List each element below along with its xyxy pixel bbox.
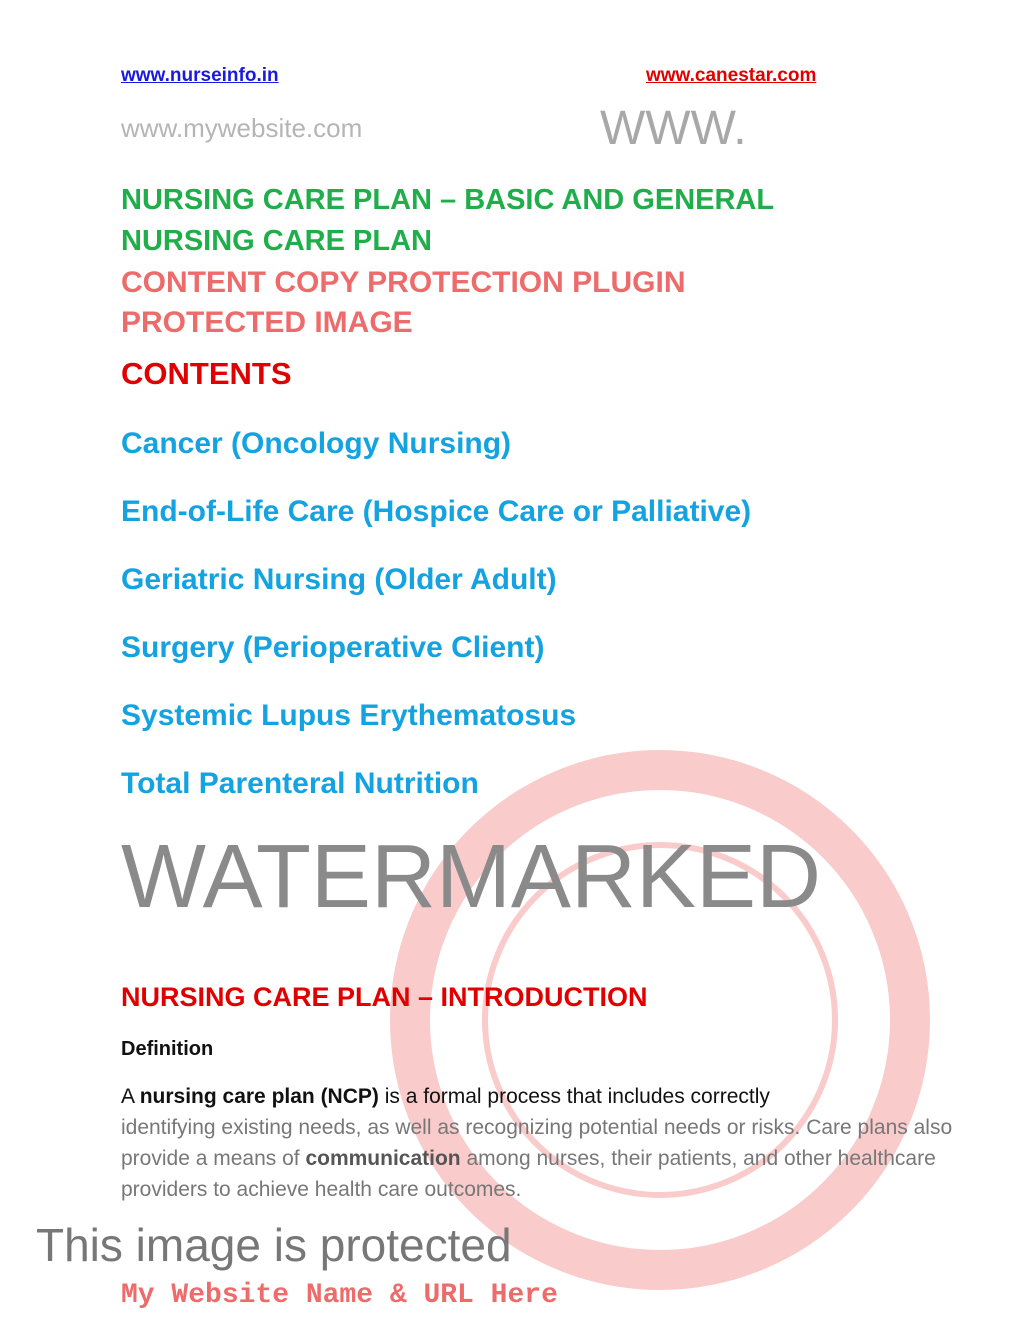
protected-watermark: This image is protected: [36, 1219, 512, 1271]
bold-term: nursing care plan (NCP): [139, 1085, 379, 1108]
text: is a formal process that includes correctly: [378, 1085, 770, 1108]
contents-heading: CONTENTS: [121, 356, 292, 391]
toc-item[interactable]: Cancer (Oncology Nursing): [121, 427, 512, 460]
text: identifying existing needs, as well as recognizing potential needs or risks. Care plans also provide a means of: [121, 1116, 953, 1170]
text: A: [121, 1085, 140, 1108]
definition-paragraph: [121, 1081, 1001, 1205]
canestar-link[interactable]: www.canestar.com: [646, 65, 817, 86]
watermarked-watermark: WATERMARKED: [121, 827, 822, 927]
bold-term: communication: [305, 1147, 461, 1170]
table-of-contents: [121, 424, 751, 832]
toc-item[interactable]: Total Parenteral Nutrition: [121, 767, 479, 800]
toc-item[interactable]: End-of-Life Care (Hospice Care or Palliative): [121, 495, 752, 528]
stamp-ring-text: CONTENT COPY PROTECTION PLUGIN: [121, 266, 686, 299]
stamp-bottom-text: My Website Name & URL Here: [121, 1280, 558, 1311]
intro-heading: NURSING CARE PLAN – INTRODUCTION: [121, 982, 648, 1012]
tile-watermark-text: www.mywebsite.com: [121, 113, 363, 143]
nurseinfo-link[interactable]: www.nurseinfo.in: [121, 65, 279, 86]
www-watermark: WWW.: [600, 102, 747, 155]
text: among nurses, their patients, and other healthcare providers to achieve health care outcomes.: [121, 1147, 936, 1201]
document-title: NURSING CARE PLAN – BASIC AND GENERAL NURSING CARE PLAN: [121, 184, 774, 257]
toc-item[interactable]: Systemic Lupus Erythematosus: [121, 699, 577, 732]
toc-item[interactable]: Geriatric Nursing (Older Adult): [121, 563, 557, 596]
definition-heading: Definition: [121, 1038, 214, 1060]
toc-item[interactable]: Surgery (Perioperative Client): [121, 631, 545, 664]
stamp-band-text: PROTECTED IMAGE: [121, 306, 413, 339]
